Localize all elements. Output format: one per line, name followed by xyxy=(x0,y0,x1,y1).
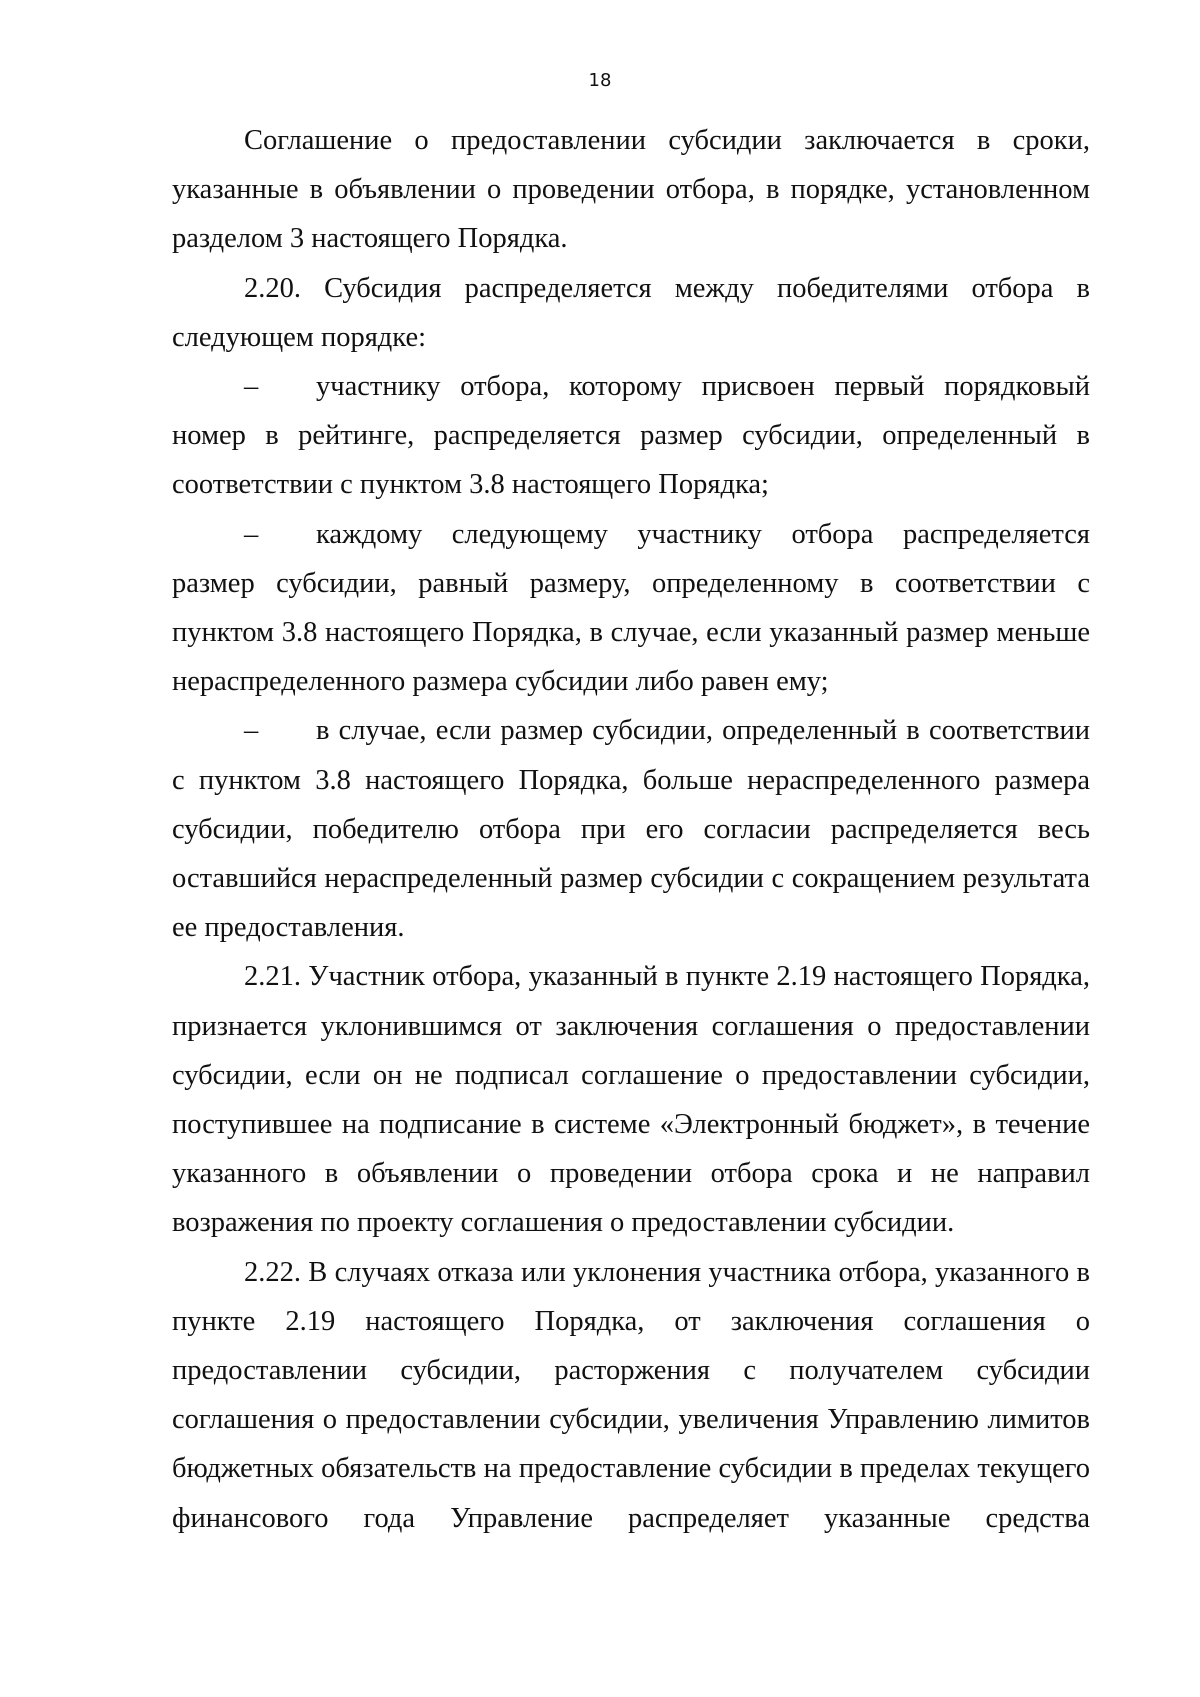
list-item-text: в случае, если размер субсидии, определенный в соответствии с пунктом 3.8 настоящего Порядка, больше нераспределенного размера субсидии, победителю отбора при его согласии распределяется весь оставшийся нераспределенный размер субсидии с сокращением результата ее предоставления. xyxy=(172,715,1090,944)
document-body xyxy=(172,116,1090,1543)
list-item-text: участнику отбора, которому присвоен первый порядковый номер в рейтинге, распределяется размер субсидии, определенный в соответствии с пунктом 3.8 настоящего Порядка; xyxy=(172,371,1090,501)
paragraph-2-20: 2.20. Субсидия распределяется между победителями отбора в следующем порядке: xyxy=(172,272,1090,353)
dash-marker: – xyxy=(244,715,259,747)
dash-marker: – xyxy=(244,371,259,403)
list-item-remaining-amount xyxy=(172,706,1090,952)
paragraph-agreement-terms: Соглашение о предоставлении субсидии заключается в сроки, указанные в объявлении о проведении отбора, в порядке, установленном разделом 3 настоящего Порядка. xyxy=(172,125,1090,255)
list-item-first-rank xyxy=(172,362,1090,510)
list-item-text: каждому следующему участнику отбора распределяется размер субсидии, равный размеру, определенному в соответствии с пунктом 3.8 настоящего Порядка, в случае, если указанный размер меньше нераспределенного размера субсидии либо равен ему; xyxy=(172,518,1090,698)
paragraph-2-22: 2.22. В случаях отказа или уклонения участника отбора, указанного в пункте 2.19 настоящего Порядка, от заключения соглашения о предоставлении субсидии, расторжения с получателем субсидии соглашения о предоставлении субсидии, увеличения Управлению лимитов бюджетных обязательств на предоставление субсидии в пределах текущего финансового года Управление распределяет указанные средства xyxy=(172,1256,1090,1534)
page-number: 18 xyxy=(588,70,612,91)
list-item-next-participant xyxy=(172,510,1090,707)
dash-marker: – xyxy=(244,518,259,550)
paragraph-2-21: 2.21. Участник отбора, указанный в пункте 2.19 настоящего Порядка, признается уклонившимся от заключения соглашения о предоставлении субсидии, если он не подписал соглашение о предоставлении субсидии, поступившее на подписание в системе «Электронный бюджет», в течение указанного в объявлении о проведении отбора срока и не направил возражения по проекту соглашения о предоставлении субсидии. xyxy=(172,961,1090,1239)
